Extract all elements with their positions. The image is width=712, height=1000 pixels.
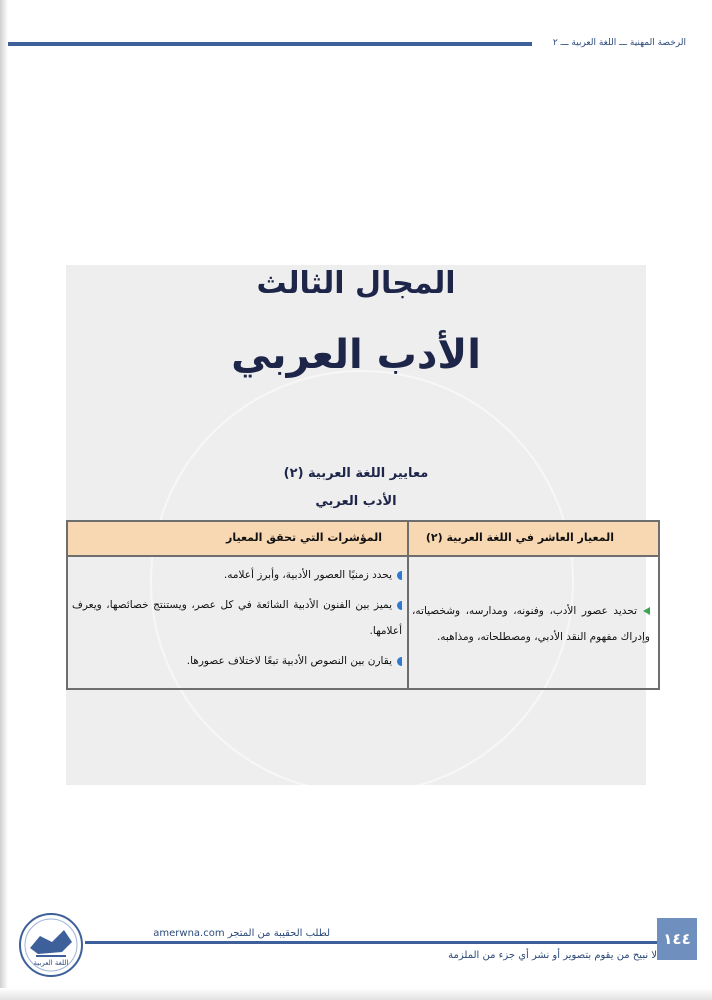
standard-description-cell	[412, 598, 650, 650]
store-order-text: لطلب الحقيبة من المتجر amerwna.com	[153, 928, 330, 939]
list-item	[72, 648, 402, 674]
bullet-icon	[397, 601, 402, 610]
bullet-icon	[397, 571, 402, 580]
list-item	[72, 562, 402, 588]
running-header: الرخصة المهنية ـــ اللغة العربية ـــ ٢	[552, 38, 686, 48]
chapter-title: الأدب العربي	[231, 332, 481, 378]
table-header-row	[68, 522, 658, 557]
triangle-bullet-icon	[643, 607, 650, 615]
logo-text: اللغة العربية	[33, 959, 69, 967]
column-header-indicators: المؤشرات التي تحقق المعيار	[226, 531, 382, 544]
column-divider	[407, 522, 409, 688]
indicator-text: يميز بين الفنون الأدبية الشائعة في كل عصر، ويستنتج خصائصها، ويعرف أعلامها.	[72, 599, 402, 637]
indicator-text: يحدد زمنيًا العصور الأدبية، وأبرز أعلامه.	[223, 569, 392, 581]
header-rule	[8, 42, 532, 46]
copyright-warning: لا نبيح من يقوم بتصوير أو نشر أي جزء من الملزمة	[448, 950, 657, 961]
list-item	[72, 592, 402, 644]
standards-subtitle: الأدب العربي	[315, 494, 397, 509]
page-edge-shadow	[0, 0, 8, 1000]
page-bottom-shadow	[0, 988, 712, 1000]
bullet-icon	[397, 657, 402, 666]
footer-rule	[85, 941, 657, 944]
publisher-logo-icon	[18, 912, 84, 978]
column-header-standard: المعيار العاشر في اللغة العربية (٢)	[425, 531, 614, 544]
indicators-list	[72, 562, 402, 678]
domain-heading: المجال الثالث	[256, 266, 456, 301]
standard-table	[66, 520, 660, 690]
indicator-text: يقارن بين النصوص الأدبية تبعًا لاختلاف عصورها.	[186, 655, 392, 667]
standards-title: معايير اللغة العربية (٢)	[283, 466, 429, 481]
standard-description: تحديد عصور الأدب، وفنونه، ومدارسه، وشخصياته، وإدراك مفهوم النقد الأدبي، ومصطلحاته، ومذاهبه.	[412, 605, 650, 643]
page-number: ١٤٤	[657, 918, 697, 960]
